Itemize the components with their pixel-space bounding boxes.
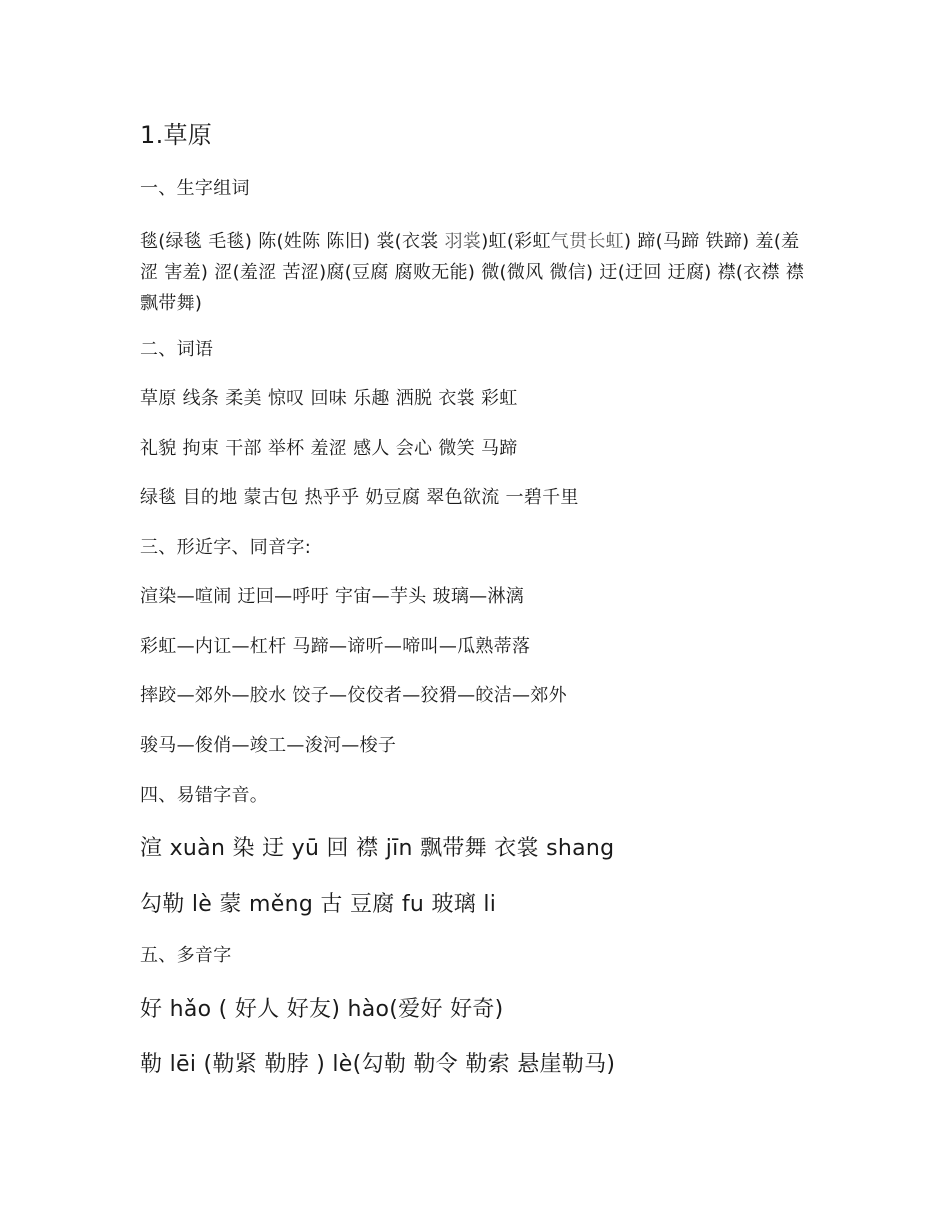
- section-heading-polyphones: 五、多音字: [140, 945, 232, 966]
- paragraph-text: ) 蹄(马蹄 铁蹄) 羞(羞涩 害羞) 涩(羞涩 苦涩)腐(豆腐 腐败无能) 微(微风 微信) 迂(迂回 迂腐) 襟(衣襟 襟飘带舞): [140, 231, 805, 314]
- words-line: 绿毯 目的地 蒙古包 热乎乎 奶豆腐 翠色欲流 一碧千里: [140, 487, 579, 508]
- section-heading-pronunciation: 四、易错字音。: [140, 785, 269, 806]
- pronunciation-line: 渲 xuàn 染 迂 yū 回 襟 jīn 飘带舞 衣裳 shang: [140, 836, 615, 861]
- similar-chars-line: 渲染—喧闹 迂回—呼吁 宇宙—芋头 玻璃—淋漓: [140, 586, 525, 607]
- paragraph-text-gray: 气贯长虹: [550, 231, 624, 252]
- section-paragraph-characters: [140, 226, 810, 319]
- polyphone-line: 好 hǎo ( 好人 好友) hào(爱好 好奇): [140, 997, 504, 1022]
- section-heading-words: 二、词语: [140, 339, 214, 360]
- pronunciation-line: 勾勒 lè 蒙 měng 古 豆腐 fu 玻璃 li: [140, 892, 497, 917]
- words-line: 草原 线条 柔美 惊叹 回味 乐趣 洒脱 衣裳 彩虹: [140, 388, 518, 409]
- page-title: 1.草原: [140, 121, 213, 149]
- similar-chars-line: 彩虹—内讧—杠杆 马蹄—谛听—啼叫—瓜熟蒂落: [140, 636, 531, 657]
- words-line: 礼貌 拘束 干部 举杯 羞涩 感人 会心 微笑 马蹄: [140, 438, 518, 459]
- section-heading-similar-chars: 三、形近字、同音字:: [140, 537, 312, 558]
- similar-chars-line: 摔跤—郊外—胶水 饺子—佼佼者—狡猾—皎洁—郊外: [140, 685, 567, 706]
- paragraph-text: 毯(绿毯 毛毯) 陈(姓陈 陈旧) 裳(衣裳: [140, 231, 445, 252]
- paragraph-text-gray: 羽裳: [444, 231, 482, 252]
- paragraph-text: )虹(彩虹: [481, 231, 551, 252]
- polyphone-line: 勒 lēi (勒紧 勒脖 ) lè(勾勒 勒令 勒索 悬崖勒马): [140, 1052, 616, 1077]
- similar-chars-line: 骏马—俊俏—竣工—浚河—梭子: [140, 735, 397, 756]
- section-heading-characters: 一、生字组词: [140, 178, 250, 199]
